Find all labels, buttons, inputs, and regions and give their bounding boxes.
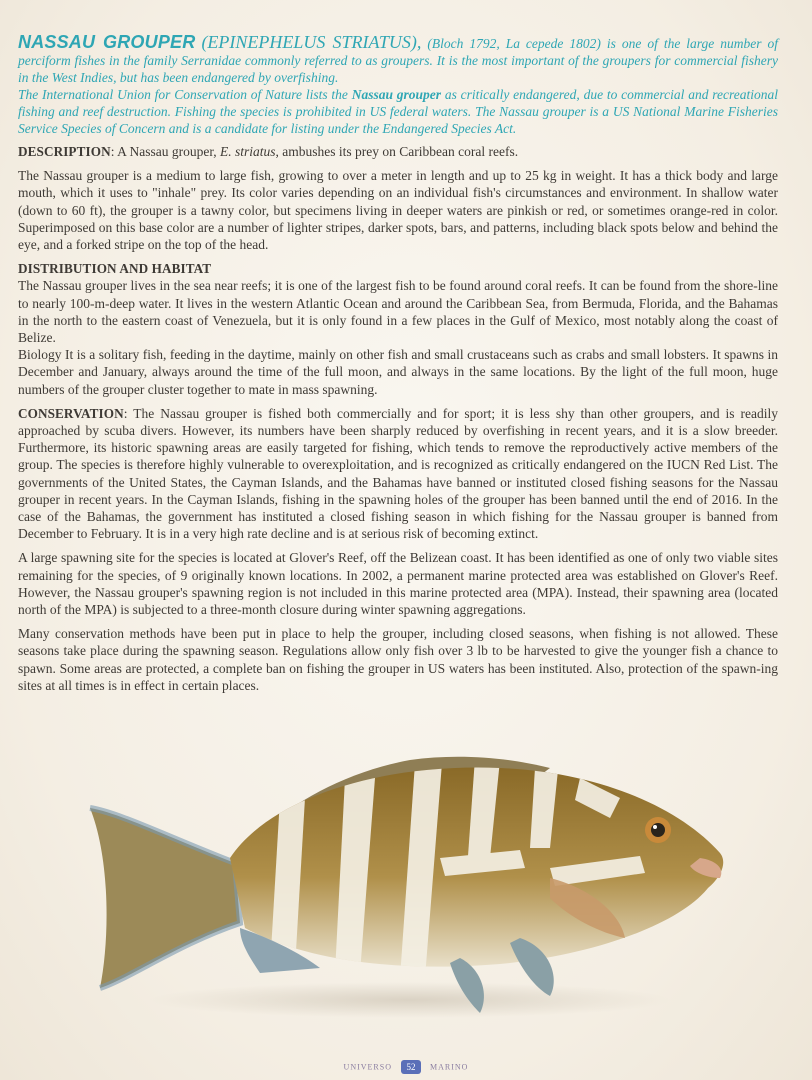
article — [18, 34, 778, 701]
conservation-para-2: A large spawning site for the species is located at Glover's Reef, off the Belizean coast. It has been identified as one of only two viable sites remaining for the species, of 9 originally known locations. In 2002, a permanent marine protected area was established on Glover's Reef. However, the Nassau grouper's spawning region is not included in this marine protected area (MPA). Instead, their spawning area (located north of the MPA) is subjected to a three-month closure during winter spawning aggregations. — [18, 550, 778, 618]
intro-text-2b: as critically endangered, due to commercial and recreational fishing and reef destruction. Fishing the species is prohibited in US federal waters. The Nassau grouper is a US National Marine Fisheries Service Species of Concern and is a candidate for listing under the Endangered Species Act. — [18, 87, 779, 136]
page-footer — [0, 1060, 812, 1080]
conservation-text: : The Nassau grouper is fished both commercially and for sport; it is less shy than other groupers, and is readily approached by scuba divers. However, its numbers have been sharply reduced by overfishing in recent years, and it is a slow breeder. Furthermore, its historic spawning areas are easily targeted for fishing, which tends to remove the reproductively active members of the group. The species is therefore highly vulnerable to overexploitation, and is recognized as critically endangered on the IUCN Red List. The governments of the United States, the Cayman Islands, and the Bahamas have banned or instituted closed fishing seasons for the Nassau grouper in recent years. In the Cayman Islands, fishing in the spawning holes of the grouper has been banned until the end of 2016. In the case of the Bahamas, the government has instituted a closed fishing season in which fishing for the Nassau grouper is banned from December to February. It is in a very high rate decline and is at serious risk of becoming extinct. — [18, 405, 778, 542]
conservation-heading: CONSERVATION — [18, 405, 124, 421]
description-text: The Nassau grouper is a medium to large fish, growing to over a meter in length and up to 25 kg in weight. It has a thick body and large mouth, which it uses to "inhale" prey. Its color varies depending on an individual fish's circumstances and environment. In shallow water (down to 60 ft), the grouper is a tawny color, but specimens living in deeper waters are pinkish or red, or sometimes orange-red in color. Superimposed on this base color are a number of lighter stripes, darker spots, bars, and patterns, including black spots below and behind the eye, and a forked stripe on the top of the head. — [18, 168, 778, 253]
distribution-heading: DISTRIBUTION AND HABITAT — [18, 261, 212, 277]
intro-paragraph — [18, 34, 778, 137]
footer-left: UNIVERSO — [343, 1062, 392, 1072]
intro-bold: Nassau grouper — [351, 87, 442, 102]
conservation-para-3: Many conservation methods have been put in place to help the grouper, including closed seasons, when fishing is not allowed. These seasons take place during the spawning season. Regulations allow only fish over 3 lb to be harvested to give the younger fish a chance to spawn. Some areas are protected, a complete ban on fishing the grouper in US waters has been instituted. Also, protection of the spawn-ing sites at all times is in effect in certain places. — [18, 626, 778, 693]
description-heading: DESCRIPTION — [18, 144, 111, 159]
biology-text: Biology It is a solitary fish, feeding in the daytime, mainly on other fish and small crustaceans such as crabs and small lobsters. It spawns in December and January, always around the time of the full moon, and always in the same locations. By the light of the full moon, huge numbers of the grouper cluster together to mate in mass spawning. — [18, 347, 778, 397]
page-number: 52 — [401, 1060, 421, 1074]
description-lead-italic: E. striatus — [220, 144, 276, 159]
intro-text: (Bloch 1792, La cepede 1802) is one of the large number of perciform fishes in the family Serranidae commonly referred to as groupers. It is the most important of the groupers for commercial fishery in the West Indies, but has been endangered by overfishing. — [18, 36, 779, 85]
grouper-illustration — [80, 738, 730, 1028]
scientific-name: (EPINEPHELUS STRIATUS), — [201, 32, 422, 52]
fish-icon — [80, 738, 730, 1028]
intro-text-2a: The International Union for Conservation of Nature lists the — [18, 87, 352, 102]
description-lead — [18, 143, 778, 160]
footer-right: MARINO — [430, 1062, 469, 1072]
conservation-paragraph — [18, 405, 778, 543]
description-lead-b: , ambushes its prey on Caribbean coral reefs. — [275, 144, 519, 159]
article-title: NASSAU GROUPER — [18, 32, 196, 52]
distribution-text: The Nassau grouper lives in the sea near reefs; it is one of the largest fish to be found around coral reefs. It can be found from the shore-line to nearly 100-m-deep water. It lives in the western Atlantic Ocean and around the Caribbean Sea, from Bermuda, Florida, and the Bahamas in the north to the eastern coast of Venezuela, but it is only found in a few places in the Gulf of Mexico, most notably along the coast of Belize. — [18, 278, 778, 346]
distribution-heading-wrap — [18, 260, 778, 277]
description-lead-a: : A Nassau grouper, — [110, 144, 221, 159]
